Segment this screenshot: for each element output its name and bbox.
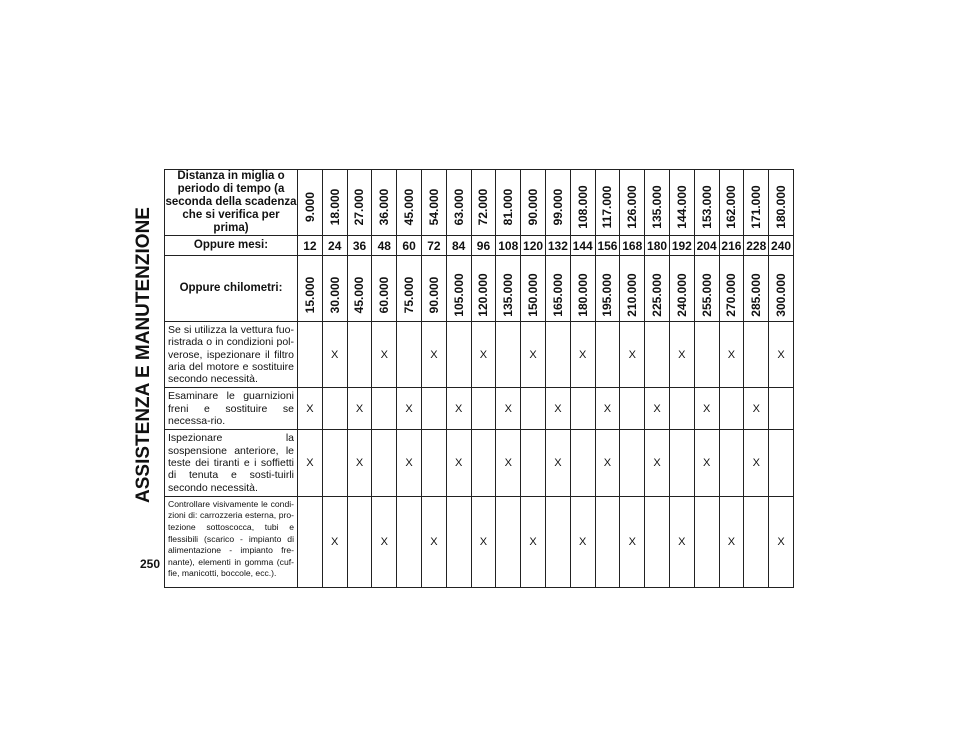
months-value: 36 xyxy=(347,236,372,256)
km-value xyxy=(471,256,496,322)
interval-mark xyxy=(669,388,694,430)
interval-mark xyxy=(446,496,471,587)
section-title-text: ASSISTENZA E MANUTENZIONE xyxy=(133,207,154,503)
interval-mark: X xyxy=(545,430,570,496)
km-value-text: 150.000 xyxy=(526,273,541,317)
months-value: 120 xyxy=(521,236,546,256)
interval-mark xyxy=(744,496,769,587)
km-value xyxy=(744,256,769,322)
miles-value-text: 27.000 xyxy=(352,188,367,226)
interval-mark xyxy=(347,322,372,388)
interval-mark: X xyxy=(298,430,323,496)
interval-mark: X xyxy=(521,496,546,587)
miles-value-text: 63.000 xyxy=(451,188,466,226)
miles-value xyxy=(298,170,323,236)
interval-mark: X xyxy=(397,388,422,430)
km-value xyxy=(298,256,323,322)
interval-mark: X xyxy=(744,430,769,496)
km-value xyxy=(620,256,645,322)
km-value xyxy=(372,256,397,322)
miles-value-text: 54.000 xyxy=(426,188,441,226)
interval-mark xyxy=(744,322,769,388)
miles-value xyxy=(769,170,794,236)
miles-value xyxy=(421,170,446,236)
interval-mark: X xyxy=(769,322,794,388)
km-value-text: 90.000 xyxy=(426,276,441,314)
miles-value xyxy=(620,170,645,236)
interval-mark: X xyxy=(719,496,744,587)
km-value-text: 240.000 xyxy=(674,273,689,317)
interval-mark xyxy=(521,388,546,430)
km-label: Oppure chilometri: xyxy=(165,256,298,322)
miles-label: Distanza in miglia o periodo di tempo (a seconda della scadenza che si verifica per prima) xyxy=(165,170,297,234)
miles-value xyxy=(719,170,744,236)
task-description: Controllare visivamente le condi-zioni di: carrozzeria esterna, pro-tezione sottoscocca, tubi e flessibili (scarico - impianto di alimentazione - impianto fre-nante), elementi in gomma (cuf-fie, manicotti, boccole, ecc.). xyxy=(165,496,298,587)
interval-mark: X xyxy=(645,388,670,430)
interval-mark xyxy=(347,496,372,587)
km-value-text: 180.000 xyxy=(575,273,590,317)
interval-mark xyxy=(322,388,347,430)
interval-mark: X xyxy=(521,322,546,388)
interval-mark: X xyxy=(769,496,794,587)
km-header-row xyxy=(165,256,794,322)
interval-mark: X xyxy=(545,388,570,430)
miles-value-text: 108.000 xyxy=(575,185,590,229)
miles-header-row xyxy=(165,170,794,236)
miles-value-text: 126.000 xyxy=(625,185,640,229)
interval-mark: X xyxy=(421,322,446,388)
km-value-text: 15.000 xyxy=(302,276,317,314)
interval-mark: X xyxy=(347,388,372,430)
miles-value-text: 72.000 xyxy=(476,188,491,226)
section-title xyxy=(128,166,160,544)
km-value-text: 225.000 xyxy=(650,273,665,317)
km-value xyxy=(595,256,620,322)
months-value: 48 xyxy=(372,236,397,256)
km-value-text: 300.000 xyxy=(774,273,789,317)
interval-mark: X xyxy=(372,496,397,587)
interval-mark: X xyxy=(669,322,694,388)
months-value: 24 xyxy=(322,236,347,256)
km-value xyxy=(521,256,546,322)
interval-mark xyxy=(570,430,595,496)
interval-mark xyxy=(645,322,670,388)
task-description: Esaminare le guarnizioni freni e sostituire se necessa-rio. xyxy=(165,388,298,430)
interval-mark xyxy=(645,496,670,587)
miles-value xyxy=(322,170,347,236)
miles-value xyxy=(744,170,769,236)
table-row xyxy=(165,322,794,388)
km-value-text: 135.000 xyxy=(501,273,516,317)
interval-mark xyxy=(769,430,794,496)
km-value xyxy=(446,256,471,322)
miles-value-text: 99.000 xyxy=(550,188,565,226)
months-value: 108 xyxy=(496,236,521,256)
km-value-text: 210.000 xyxy=(625,273,640,317)
interval-mark xyxy=(769,388,794,430)
interval-mark xyxy=(372,388,397,430)
miles-value xyxy=(347,170,372,236)
miles-value xyxy=(669,170,694,236)
interval-mark xyxy=(595,496,620,587)
miles-value xyxy=(595,170,620,236)
interval-mark xyxy=(421,430,446,496)
km-value-text: 30.000 xyxy=(327,276,342,314)
months-value: 204 xyxy=(694,236,719,256)
interval-mark xyxy=(694,322,719,388)
interval-mark xyxy=(397,496,422,587)
km-value xyxy=(421,256,446,322)
miles-value xyxy=(545,170,570,236)
interval-mark: X xyxy=(322,322,347,388)
months-value: 180 xyxy=(645,236,670,256)
miles-value-text: 117.000 xyxy=(600,185,615,229)
interval-mark: X xyxy=(595,430,620,496)
miles-value xyxy=(471,170,496,236)
km-value-text: 255.000 xyxy=(699,273,714,317)
miles-value xyxy=(694,170,719,236)
months-label: Oppure mesi: xyxy=(165,236,298,256)
miles-value-text: 81.000 xyxy=(501,188,516,226)
interval-mark xyxy=(620,388,645,430)
interval-mark xyxy=(620,430,645,496)
table-row xyxy=(165,388,794,430)
months-value: 168 xyxy=(620,236,645,256)
interval-mark: X xyxy=(471,322,496,388)
interval-mark: X xyxy=(719,322,744,388)
interval-mark xyxy=(669,430,694,496)
interval-mark: X xyxy=(298,388,323,430)
km-value-text: 285.000 xyxy=(749,273,764,317)
miles-value xyxy=(496,170,521,236)
interval-mark: X xyxy=(322,496,347,587)
interval-mark: X xyxy=(496,388,521,430)
km-value xyxy=(570,256,595,322)
maintenance-table xyxy=(164,169,794,588)
km-value xyxy=(769,256,794,322)
interval-mark: X xyxy=(372,322,397,388)
task-description: Ispezionare la sospensione anteriore, le teste dei tiranti e i soffietti di tenuta e sosti-tuirli secondo necessità. xyxy=(165,430,298,496)
miles-value-text: 135.000 xyxy=(650,185,665,229)
interval-mark: X xyxy=(620,322,645,388)
table-row xyxy=(165,496,794,587)
interval-mark xyxy=(595,322,620,388)
interval-mark: X xyxy=(620,496,645,587)
miles-value-text: 153.000 xyxy=(699,185,714,229)
miles-value xyxy=(570,170,595,236)
miles-value-text: 36.000 xyxy=(377,188,392,226)
km-value xyxy=(496,256,521,322)
interval-mark: X xyxy=(570,496,595,587)
interval-mark xyxy=(446,322,471,388)
interval-mark: X xyxy=(669,496,694,587)
interval-mark xyxy=(322,430,347,496)
interval-mark: X xyxy=(694,388,719,430)
km-value xyxy=(645,256,670,322)
months-value: 216 xyxy=(719,236,744,256)
months-value: 240 xyxy=(769,236,794,256)
interval-mark xyxy=(570,388,595,430)
interval-mark xyxy=(496,322,521,388)
km-value xyxy=(322,256,347,322)
interval-mark xyxy=(496,496,521,587)
interval-mark xyxy=(471,430,496,496)
km-value xyxy=(694,256,719,322)
interval-mark xyxy=(298,496,323,587)
interval-mark: X xyxy=(471,496,496,587)
months-value: 132 xyxy=(545,236,570,256)
miles-value-text: 180.000 xyxy=(774,185,789,229)
miles-value-text: 18.000 xyxy=(327,188,342,226)
interval-mark: X xyxy=(446,388,471,430)
months-value: 192 xyxy=(669,236,694,256)
km-value xyxy=(719,256,744,322)
miles-value-text: 90.000 xyxy=(526,188,541,226)
table-row xyxy=(165,430,794,496)
interval-mark: X xyxy=(347,430,372,496)
interval-mark: X xyxy=(694,430,719,496)
km-value-text: 75.000 xyxy=(402,276,417,314)
km-value xyxy=(397,256,422,322)
km-value-text: 105.000 xyxy=(451,273,466,317)
miles-value xyxy=(397,170,422,236)
km-value-text: 270.000 xyxy=(724,273,739,317)
months-value: 228 xyxy=(744,236,769,256)
miles-value-text: 162.000 xyxy=(724,185,739,229)
months-value: 84 xyxy=(446,236,471,256)
km-value-text: 45.000 xyxy=(352,276,367,314)
miles-value xyxy=(645,170,670,236)
interval-mark xyxy=(545,322,570,388)
interval-mark xyxy=(421,388,446,430)
miles-value-text: 171.000 xyxy=(749,185,764,229)
interval-mark xyxy=(372,430,397,496)
miles-value-text: 45.000 xyxy=(402,188,417,226)
interval-mark: X xyxy=(496,430,521,496)
page-number: 250 xyxy=(140,557,161,571)
interval-mark xyxy=(298,322,323,388)
miles-value xyxy=(446,170,471,236)
km-value-text: 120.000 xyxy=(476,273,491,317)
interval-mark: X xyxy=(421,496,446,587)
months-value: 96 xyxy=(471,236,496,256)
task-description: Se si utilizza la vettura fuo-ristrada o in condizioni pol-verose, ispezionare il filtro aria del motore e sostituire secondo necessità. xyxy=(165,322,298,388)
months-value: 12 xyxy=(298,236,323,256)
km-value-text: 60.000 xyxy=(377,276,392,314)
interval-mark xyxy=(397,322,422,388)
months-value: 156 xyxy=(595,236,620,256)
interval-mark: X xyxy=(446,430,471,496)
interval-mark xyxy=(694,496,719,587)
miles-value-text: 9.000 xyxy=(302,191,317,223)
miles-value xyxy=(521,170,546,236)
months-value: 144 xyxy=(570,236,595,256)
interval-mark xyxy=(719,430,744,496)
interval-mark: X xyxy=(570,322,595,388)
interval-mark: X xyxy=(595,388,620,430)
km-value xyxy=(669,256,694,322)
months-value: 60 xyxy=(397,236,422,256)
interval-mark xyxy=(545,496,570,587)
km-value xyxy=(545,256,570,322)
months-value: 72 xyxy=(421,236,446,256)
interval-mark xyxy=(719,388,744,430)
months-header-row xyxy=(165,236,794,256)
miles-value xyxy=(372,170,397,236)
interval-mark xyxy=(521,430,546,496)
miles-value-text: 144.000 xyxy=(674,185,689,229)
interval-mark: X xyxy=(397,430,422,496)
interval-mark xyxy=(471,388,496,430)
interval-mark: X xyxy=(645,430,670,496)
km-value-text: 195.000 xyxy=(600,273,615,317)
km-value-text: 165.000 xyxy=(550,273,565,317)
km-value xyxy=(347,256,372,322)
interval-mark: X xyxy=(744,388,769,430)
